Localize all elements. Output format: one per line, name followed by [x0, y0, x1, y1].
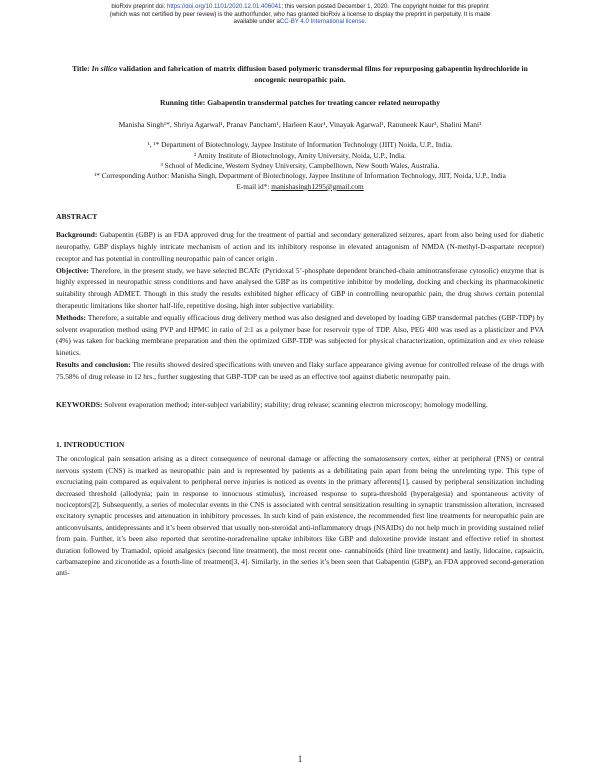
- abstract-results: Results and conclusion: The results showed desired specifications with uneven and flaky surface appearance giving avenue for controlled release of the drugs with 75.58% of drug release in 12 hrs., further suggesting that GBP-TDP can be used as an effective tool against diabetic neuropathy pain.: [56, 359, 544, 381]
- abstract-objective: Objective: Therefore, in the present study, we have selected BCATc (Pyridoxal 5’-phosphate dependent branched-chain aminotransferase cytosolic) enzyme that is highly expressed in neuropathic stress conditions and have analysed the GBP as its competitive inhibitor by modeling, docking and checking its pharmacokinetic suitability through ADMET. Though in this study the results exhibited higher efficacy of GBP in controlling neuropathic pain, the drug shows certain potential therapeutic limitations like shorter half-life, repetitive dosing, high inter subjective variability.: [56, 265, 544, 310]
- introduction-text: The oncological pain sensation arising as a direct consequence of neuronal damage or affecting the somatosensory cortex, either at peripheral (PNS) or central nervous system (CNS) is marked as neuropathic pain and is represented by patients as a debilitating pain apart from being the unrelenting type. This type of excruciating pain compared as equivalent to peripheral nerve injuries is noticed as events in the primary afferents[1], caused by peripheral sensitization including decreased threshold (allodynia; pain in response to innocuous stimulus), increased response to supra-threshold (hyperalgesia) and spontaneous activity of nociceptors[2]. Subsequently, a series of molecular events in the CNS is associated with central sensitization resulting in synaptic transmission alteration, increased excitatory synaptic processes and attenuation in inhibitory processes. In such kind of pain existence, the recommended first line treatments for neuropathic pain are anticonvulsants, antidepressants and it’s been observed that usually non-steroidal anti-inflammatory drugs (NSAIDs) do not help much in providing sustained relief from pain. Further, it’s been also reported that serotine-noradrenaline uptake inhibitors like GBP and duloxetine provide instant and effective relief in shortest duration followed by Tramadol, opioid analgesics (second line treatment), the most recent one- cannabinoids (third line treatment) and lastly, lidocaine, capsaicin, carbamazepine and ziconotide as a fourth-line of treatment[3, 4]. Similarly, in the series it’s been seen that Gabapentin (GBP), an FDA approved second-generation anti-: [56, 454, 544, 578]
- preprint-line-1: bioRxiv preprint doi: https://doi.org/10.1101/2020.12.01.406041; this version posted December 1, 2020. The copyright holder for this preprint: [111, 3, 489, 10]
- doi-link[interactable]: https://doi.org/10.1101/2020.12.01.406041: [166, 3, 282, 10]
- author-list: Manisha Singh¹*, Shriya Agarwal¹, Pranav Pancham¹, Harleen Kaur¹, Vinayak Agarwal¹, Ranuneek Kaur³, Shalini Mani¹: [118, 120, 482, 130]
- preprint-notice: [0, 3, 600, 26]
- introduction-heading: 1. INTRODUCTION: [56, 440, 125, 450]
- paper-page: [56, 64, 544, 579]
- license-link[interactable]: CC-BY 4.0 International license: [279, 18, 365, 26]
- page-number: 1: [297, 754, 303, 764]
- affiliations: [56, 140, 544, 192]
- preprint-line-3: available under aCC-BY 4.0 International license.: [233, 18, 367, 26]
- abstract-background: Background: Gabapentin (GBP) is an FDA approved drug for the treatment of partial and secondary generalized seizures, apart from also being used for diabetic neuropathy. GBP displays highly intricate mechanism of action and its inhibitory response in elevated antagonism of NMDA (N-methyl-D-aspartate receptor) receptor and has potential in controlling neuropathic pain of cancer origin .: [56, 230, 544, 263]
- corresponding-author: ¹* Corresponding Author: Manisha Singh, Department of Biotechnology, Jaypee Institute of Information Technology, JIIT, Noida, U.P., India: [94, 171, 506, 181]
- email-line: E-mail id*: manishasingh1295@gmail.com: [236, 181, 364, 191]
- affiliation-3: ³ School of Medicine, Western Sydney University, Campbelltown, New South Wales, Australia.: [160, 161, 440, 170]
- affiliation-2: ² Amity Institute of Biotechnology, Amity University, Noida, U.P., India.: [193, 150, 407, 160]
- preprint-line-2: (which was not certified by peer review) is the author/funder, who has granted bioRxiv a license to display the preprint in perpetuity. It is made: [109, 10, 491, 18]
- abstract-methods: Methods: Therefore, a suitable and equally efficacious drug delivery method was also designed and developed by loading GBP transdermal patches (GBP-TDP) by solvent evaporation method using PVP and HPMC in ratio of 2:1 as a polymer base for reservoir type of TDP. Also, PEG 400 was used as a plasticizer and PVA (4%) was taken for backing membrane preparation and then the optimized GBP-TDP was subjected for physical characterization, optimization and ex vivo release kinetics.: [56, 312, 544, 358]
- affiliation-1: ¹, ¹* Department of Biotechnology, Jaypee Institute of Information Technology (JIIT) Noida, U.P., India.: [147, 140, 453, 150]
- running-title: Running title: Gabapentin transdermal patches for treating cancer related neuropathy: [159, 98, 441, 108]
- paper-title: Title: In silico validation and fabrication of matrix diffusion based polymeric transdermal films for repurposing gabapentin hydrochloride in oncogenic neuropathic pain.: [72, 64, 528, 84]
- keywords: KEYWORDS: Solvent evaporation method; inter-subject variability; stability; drug release; scanning electron microscopy; homology modelling.: [56, 399, 488, 409]
- abstract-heading: ABSTRACT: [56, 212, 98, 222]
- email-link[interactable]: manishasingh1295@gmail.com: [271, 181, 364, 191]
